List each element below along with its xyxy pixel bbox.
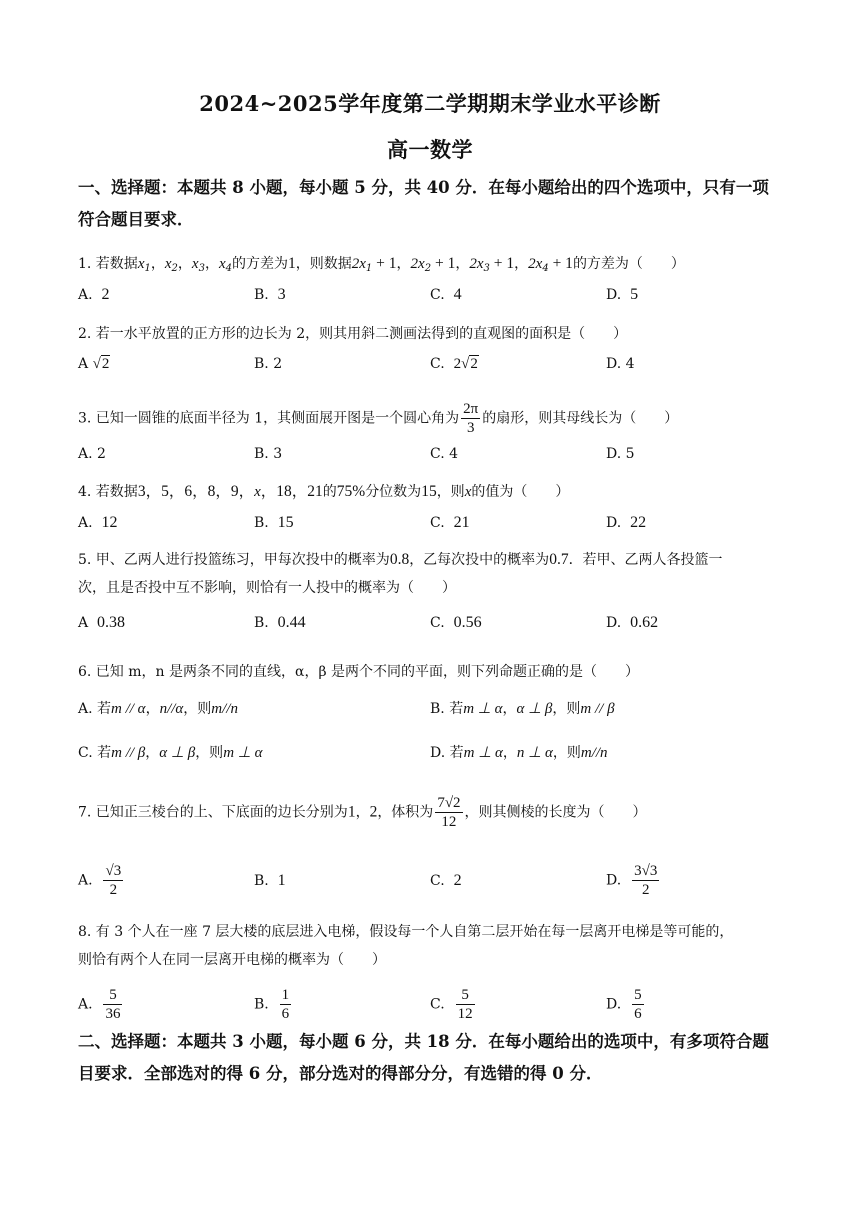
option-c: C. 2 xyxy=(430,872,462,889)
option-c: C. 若m // β，α ⊥ β，则m ⊥ α xyxy=(78,745,263,761)
option-c: C. 2√2 xyxy=(430,356,478,372)
question-8 xyxy=(78,918,784,974)
option-d: D. 4 xyxy=(606,356,635,372)
option-a: A. 2 xyxy=(78,446,106,462)
option-c: C. 0.56 xyxy=(430,614,482,631)
question-5 xyxy=(78,546,784,602)
option-c: C. 4 xyxy=(430,446,459,462)
section-1-line-1: 一、选择题：本题共 8 小题，每小题 5 分，共 40 分．在每小题给出的四个选项中，只有一项 xyxy=(78,178,769,197)
option-c: C. $\frac{5}{12}$ xyxy=(430,987,473,1022)
question-7-options xyxy=(78,862,784,898)
option-b: B. 若m ⊥ α，α ⊥ β，则m // β xyxy=(430,701,615,717)
option-a: A. $\frac{5}{36}$ xyxy=(78,987,121,1022)
option-a: A. 2 xyxy=(78,286,110,303)
option-a: A. 12 xyxy=(78,514,118,531)
option-b: B. 1 xyxy=(254,872,286,889)
question-8-line-1: 8. 有 3 个人在一座 7 层大楼的底层进入电梯，假设每一个人自第二层开始在每一层离开电梯是等可能的， xyxy=(78,924,734,940)
option-b: B. 3 xyxy=(254,446,283,462)
option-c: C. 21 xyxy=(430,514,470,531)
option-a: A. 若m // α，n//α，则m//n xyxy=(78,701,238,717)
question-1: 1. 若数据$x_1$，$x_2$，$x_3$，$x_4$的方差为1，则数据$2x_1 + 1$，$2x_2 + 1$，$2x_3 + 1$，$2x_4 + 1$的方差为（ ） xyxy=(78,255,685,274)
section-2-line-1: 二、选择题：本题共 3 小题，每小题 6 分，共 18 分．在每小题给出的选项中，有多项符合题 xyxy=(78,1032,769,1051)
option-a: A. $\frac{√3}{2}$ xyxy=(78,863,122,898)
question-6-options-row-2 xyxy=(78,742,784,770)
question-8-line-2: 则恰有两个人在同一层离开电梯的概率为（ ） xyxy=(78,952,386,968)
exam-subtitle: 高一数学 xyxy=(387,137,473,162)
option-d: D. 5 xyxy=(606,286,639,303)
question-8-options xyxy=(78,986,784,1022)
option-a: A √2 xyxy=(78,356,110,372)
option-d: D. 若m ⊥ α，n ⊥ α，则m//n xyxy=(430,745,608,761)
question-5-line-2: 次，且是否投中互不影响，则恰有一人投中的概率为（ ） xyxy=(78,580,456,596)
question-3-options xyxy=(78,446,784,474)
section-2-heading xyxy=(78,1026,784,1090)
option-d: D. $\frac{5}{6}$ xyxy=(606,987,642,1022)
option-b: B. $\frac{1}{6}$ xyxy=(254,987,290,1022)
fraction: $\frac{7√2}{12}$ xyxy=(437,795,461,830)
question-3: 3. 已知一圆锥的底面半径为 1，其侧面展开图是一个圆心角为 $\frac{2\pi}{3}$ 的扇形，则其母线长为（ ） xyxy=(78,401,679,436)
option-b: B. 0.44 xyxy=(254,614,306,631)
option-d: D. 0.62 xyxy=(606,614,659,631)
question-5-options xyxy=(78,614,784,642)
question-4-options xyxy=(78,514,784,542)
question-4: 4. 若数据3，5，6，8，9，x，18，21的75%分位数为15，则x的值为（ ） xyxy=(78,483,570,500)
question-2: 2. 若一水平放置的正方形的边长为 2，则其用斜二测画法得到的直观图的面积是（ ） xyxy=(78,326,628,342)
section-2-line-2: 目要求．全部选对的得 6 分，部分选对的得部分分，有选错的得 0 分． xyxy=(78,1064,603,1083)
option-d: D. 5 xyxy=(606,446,635,462)
section-1-heading xyxy=(78,172,784,236)
question-1-options xyxy=(78,286,784,314)
section-1-line-2: 符合题目要求． xyxy=(78,210,194,229)
question-5-line-1: 5. 甲、乙两人进行投篮练习，甲每次投中的概率为0.8，乙每次投中的概率为0.7．若甲、乙两人各投篮一 xyxy=(78,551,723,568)
option-d: D. $\frac{3√3}{2}$ xyxy=(606,863,658,898)
question-6-options-row-1 xyxy=(78,698,784,726)
option-b: B. 15 xyxy=(254,514,294,531)
fraction: $\frac{2\pi}{3}$ xyxy=(463,401,479,436)
question-7: 7. 已知正三棱台的上、下底面的边长分别为1，2，体积为 $\frac{7√2}{12}$ ，则其侧棱的长度为（ ） xyxy=(78,795,647,830)
option-a: A 0.38 xyxy=(78,614,126,631)
option-b: B. 2 xyxy=(254,356,283,372)
option-c: C. 4 xyxy=(430,286,462,303)
option-b: B. 3 xyxy=(254,286,286,303)
exam-title: 2024~2025学年度第二学期期末学业水平诊断 xyxy=(199,91,661,116)
question-2-options xyxy=(78,356,784,384)
question-6: 6. 已知 m，n 是两条不同的直线，α，β 是两个不同的平面，则下列命题正确的是（ ） xyxy=(78,664,639,680)
option-d: D. 22 xyxy=(606,514,647,531)
